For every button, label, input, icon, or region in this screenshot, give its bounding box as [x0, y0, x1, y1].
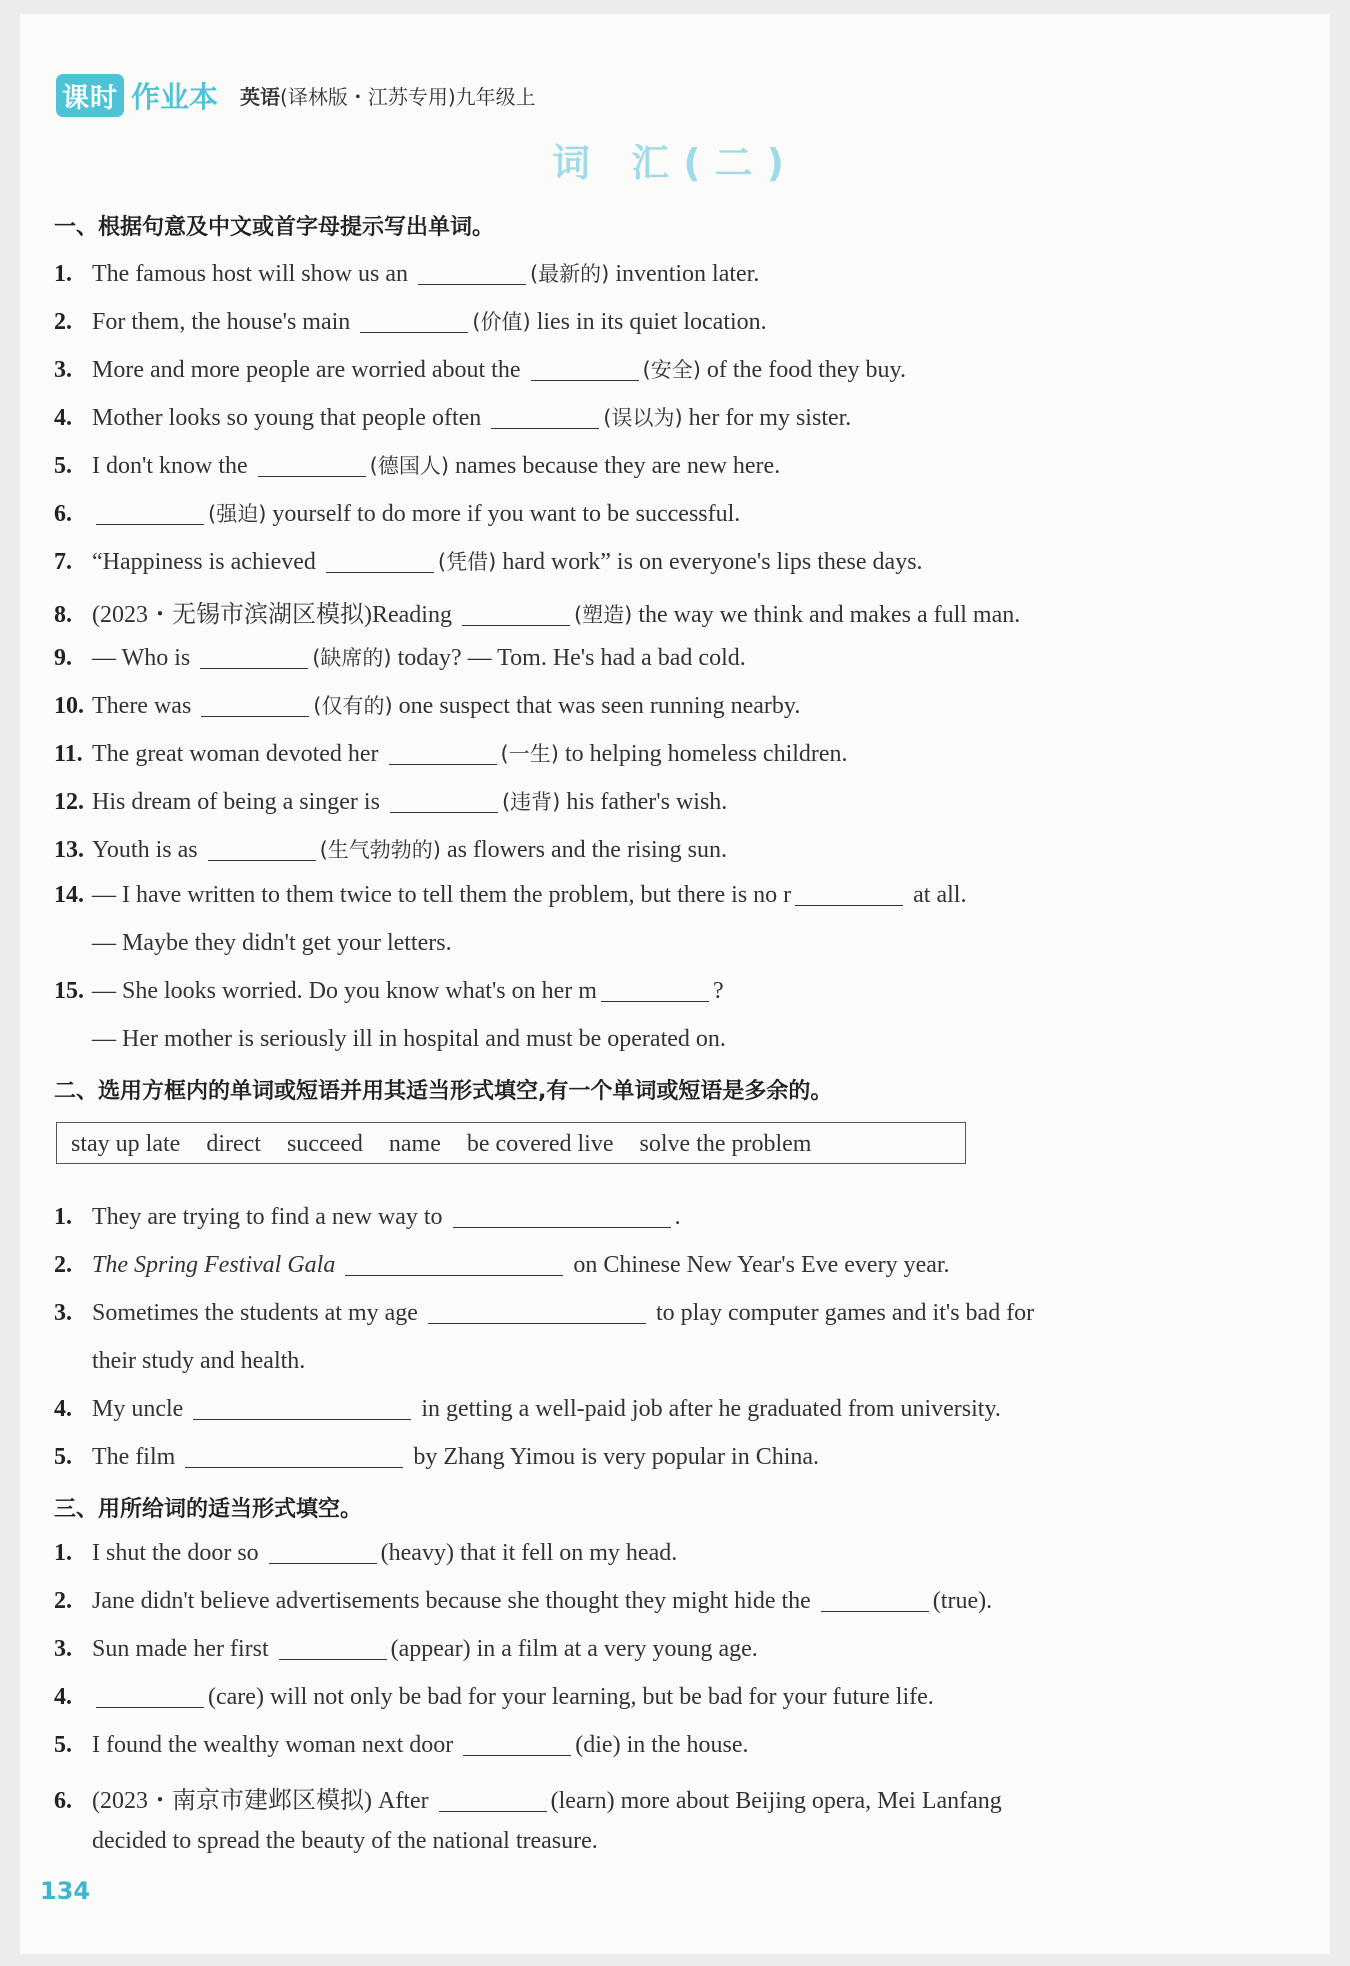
answer-blank[interactable]	[185, 1445, 403, 1468]
page-title: 词 汇(二)	[552, 141, 798, 185]
page-number: 134	[40, 1877, 91, 1905]
s1-item-8: 8. (2023・无锡市滨湖区模拟)Reading (塑造) the way we think and makes a full man.	[54, 602, 1021, 628]
s3-item-6: 6. (2023・南京市建邺区模拟) After (learn) more about Beijing opera, Mei Lanfang	[54, 1788, 1002, 1814]
s1-item-15-reply: — Her mother is seriously ill in hospital and must be operated on.	[92, 1026, 726, 1052]
worksheet-page	[20, 14, 1330, 1954]
answer-blank[interactable]	[821, 1589, 929, 1612]
s1-item-11: 11. The great woman devoted her (一生) to helping homeless children.	[54, 741, 848, 767]
s1-item-15: 15. — She looks worried. Do you know what's on her m ?	[54, 978, 724, 1004]
brand-logo-box: 课时	[56, 74, 124, 117]
answer-blank[interactable]	[208, 838, 316, 861]
answer-blank[interactable]	[193, 1397, 411, 1420]
word-bank-item: direct	[206, 1131, 261, 1157]
section-3-heading: 三、用所给词的适当形式填空。	[54, 1497, 363, 1522]
word-bank-item: succeed	[286, 1131, 363, 1157]
s3-item-2: 2. Jane didn't believe advertisements because she thought they might hide the (true).	[54, 1588, 993, 1614]
s1-item-10: 10. There was (仅有的) one suspect that was seen running nearby.	[54, 693, 801, 719]
s2-item-1: 1. They are trying to find a new way to .	[54, 1204, 681, 1230]
answer-blank[interactable]	[462, 603, 570, 626]
s2-item-3-cont: their study and health.	[92, 1348, 306, 1374]
answer-blank[interactable]	[418, 262, 526, 285]
brand-logo-text: 作业本	[131, 79, 219, 114]
answer-blank[interactable]	[389, 742, 497, 765]
answer-blank[interactable]	[258, 454, 366, 477]
s3-item-4: 4. (care) will not only be bad for your learning, but be bad for your future life.	[54, 1684, 934, 1710]
s1-item-1: 1. The famous host will show us an (最新的) invention later.	[54, 261, 760, 287]
s1-item-4: 4. Mother looks so young that people often (误以为) her for my sister.	[54, 405, 852, 431]
s1-item-7: 7. “Happiness is achieved (凭借) hard work” is on everyone's lips these days.	[54, 549, 923, 575]
s1-item-6: 6. (强迫) yourself to do more if you want to be successful.	[54, 501, 741, 527]
s2-item-3: 3. Sometimes the students at my age to play computer games and it's bad for	[54, 1300, 1035, 1326]
answer-blank[interactable]	[201, 694, 309, 717]
s3-item-3: 3. Sun made her first (appear) in a film at a very young age.	[54, 1636, 758, 1662]
s1-item-3: 3. More and more people are worried about the (安全) of the food they buy.	[54, 357, 906, 383]
answer-blank[interactable]	[453, 1205, 671, 1228]
s2-item-5: 5. The film by Zhang Yimou is very popular in China.	[54, 1444, 820, 1470]
section-2-heading: 二、选用方框内的单词或短语并用其适当形式填空,有一个单词或短语是多余的。	[54, 1079, 833, 1104]
s2-item-2: 2. The Spring Festival Gala on Chinese New Year's Eve every year.	[54, 1252, 950, 1278]
s3-item-1: 1. I shut the door so (heavy) that it fell on my head.	[54, 1540, 678, 1566]
s1-item-13: 13. Youth is as (生气勃勃的) as flowers and the rising sun.	[54, 837, 727, 863]
answer-blank[interactable]	[390, 790, 498, 813]
answer-blank[interactable]	[200, 646, 308, 669]
subject-label: 英语(译林版・江苏专用)九年级上	[240, 84, 536, 109]
s1-item-5: 5. I don't know the (德国人) names because they are new here.	[54, 453, 781, 479]
answer-blank[interactable]	[360, 310, 468, 333]
answer-blank[interactable]	[269, 1541, 377, 1564]
answer-blank[interactable]	[491, 406, 599, 429]
answer-blank[interactable]	[531, 358, 639, 381]
s2-item-4: 4. My uncle in getting a well-paid job after he graduated from university.	[54, 1396, 1001, 1422]
answer-blank[interactable]	[96, 1685, 204, 1708]
s1-item-9: 9. — Who is (缺席的) today? — Tom. He's had a bad cold.	[54, 645, 746, 671]
s1-item-14-reply: — Maybe they didn't get your letters.	[92, 930, 452, 956]
s1-item-12: 12. His dream of being a singer is (违背) his father's wish.	[54, 789, 728, 815]
answer-blank[interactable]	[463, 1733, 571, 1756]
s3-item-5: 5. I found the wealthy woman next door (die) in the house.	[54, 1732, 749, 1758]
s1-item-2: 2. For them, the house's main (价值) lies in its quiet location.	[54, 309, 767, 335]
answer-blank[interactable]	[96, 502, 204, 525]
answer-blank[interactable]	[279, 1637, 387, 1660]
s1-item-14: 14. — I have written to them twice to tell them the problem, but there is no r at all.	[54, 882, 967, 908]
answer-blank[interactable]	[326, 550, 434, 573]
answer-blank[interactable]	[601, 979, 709, 1002]
answer-blank[interactable]	[439, 1789, 547, 1812]
word-bank-item: stay up late	[71, 1131, 181, 1157]
section-1-heading: 一、根据句意及中文或首字母提示写出单词。	[54, 215, 495, 240]
s3-item-6-cont: decided to spread the beauty of the national treasure.	[92, 1828, 598, 1854]
word-bank-item: solve the problem	[639, 1131, 812, 1157]
header	[56, 70, 536, 120]
answer-blank[interactable]	[795, 883, 903, 906]
answer-blank[interactable]	[345, 1253, 563, 1276]
word-bank-item: be covered live	[466, 1131, 614, 1157]
word-bank-box	[56, 1122, 966, 1164]
word-bank-item: name	[388, 1131, 441, 1157]
answer-blank[interactable]	[428, 1301, 646, 1324]
